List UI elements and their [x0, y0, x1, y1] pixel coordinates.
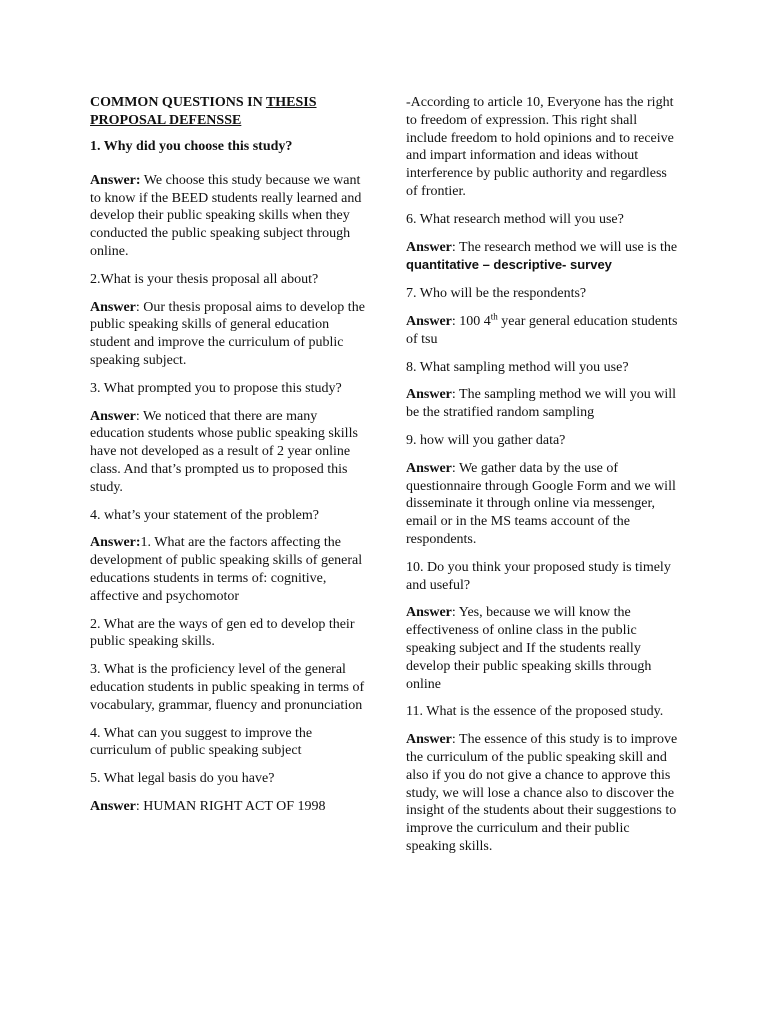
answer-text: : The sampling method we will you will be the stratified random sampling — [406, 387, 676, 421]
answer-label: Answer: — [90, 172, 141, 188]
answer-11 — [406, 731, 680, 856]
answer-text: : Yes, because we will know the effectiveness of online class in the public speaking subject and If the students really develop their public speaking skills through online — [406, 605, 652, 692]
answer-text: : HUMAN RIGHT ACT OF 1998 — [135, 798, 326, 814]
answer-3 — [90, 408, 366, 497]
problem-4: 4. What can you suggest to improve the curriculum of public speaking subject — [90, 725, 313, 759]
answer-text: : The research method we will use is the — [451, 239, 678, 255]
problem-2: 2. What are the ways of gen ed to develop their public speaking skills. — [90, 616, 355, 650]
answer-label: Answer — [406, 387, 452, 403]
question-10: 10. Do you think your proposed study is timely and useful? — [406, 559, 671, 593]
answer-1 — [90, 172, 366, 261]
question-6: 6. What research method will you use? — [406, 211, 624, 227]
answer-8 — [406, 386, 680, 422]
article-10-text: -According to article 10, Everyone has the right to freedom of expression. This right shall include freedom to hold opinions and to receive and impart information and ideas without interference by public authority and regardless of frontier. — [406, 95, 674, 199]
answer-6 — [406, 239, 680, 276]
answer-5 — [90, 798, 366, 816]
answer-text: : We noticed that there are many education students whose public speaking skills have not developed as a result of 2 year online class. And that’s prompted us to proposed this study. — [90, 408, 358, 495]
question-5: 5. What legal basis do you have? — [90, 771, 275, 787]
answer-label: Answer — [406, 732, 452, 748]
answer-text-cont: year general education students of tsu — [406, 313, 678, 347]
answer-9 — [406, 460, 680, 549]
answer-label: Answer — [406, 460, 452, 476]
answer-text: : Our thesis proposal aims to develop the public speaking skills of general education student and improve the curriculum of public speaking subject. — [90, 299, 365, 368]
question-3: 3. What prompted you to propose this study? — [90, 380, 342, 396]
problem-3: 3. What is the proficiency level of the general education students in public speaking in terms of vocabulary, grammar, fluency and pronunciation — [90, 662, 365, 713]
answer-text: 1. What are the factors affecting the development of public speaking skills of general educations students in terms of: cognitive, affective and psychomotor — [90, 535, 363, 604]
question-7: 7. Who will be the respondents? — [406, 286, 587, 302]
answer-2 — [90, 299, 366, 370]
answer-7 — [406, 313, 680, 349]
answer-label: Answer — [90, 299, 136, 315]
question-4: 4. what’s your statement of the problem? — [90, 507, 319, 523]
question-1: 1. Why did you choose this study? — [90, 139, 293, 154]
answer-label: Answer: — [90, 535, 141, 551]
answer-10 — [406, 604, 680, 693]
answer-label: Answer — [406, 313, 452, 329]
question-2: 2.What is your thesis proposal all about? — [90, 271, 319, 287]
answer-text: : 100 4 — [451, 313, 491, 329]
right-column — [406, 94, 680, 866]
answer-text: : The essence of this study is to improve the curriculum of the public speaking skill and also if you do not give a chance to approve this study, we will lose a chance also to discover the insight of the students about their suggestions to improve the curriculum and their public speaking skills. — [406, 732, 678, 854]
title-underlined: THESIS PROPOSAL DEFENSSE — [90, 95, 317, 128]
answer-text: We choose this study because we want to know if the BEED students really learned and develop their public speaking skills when they conducted the public speaking subject through online. — [90, 172, 362, 259]
answer-label: Answer — [90, 798, 136, 814]
ordinal-suffix: th — [490, 311, 498, 322]
research-method: quantitative – descriptive- survey — [406, 257, 612, 273]
question-8: 8. What sampling method will you use? — [406, 359, 629, 375]
question-11: 11. What is the essence of the proposed study. — [406, 704, 664, 720]
question-9: 9. how will you gather data? — [406, 432, 566, 448]
answer-label: Answer — [406, 239, 452, 255]
title-prefix: COMMON QUESTIONS IN — [90, 95, 266, 110]
left-column — [90, 94, 366, 826]
document-title — [90, 94, 366, 130]
answer-label: Answer — [90, 408, 136, 424]
answer-4 — [90, 534, 366, 605]
answer-label: Answer — [406, 605, 452, 621]
answer-text: : We gather data by the use of questionnaire through Google Form and we will disseminate it through online via messenger, email or in the MS teams account of the respondents. — [406, 460, 676, 547]
